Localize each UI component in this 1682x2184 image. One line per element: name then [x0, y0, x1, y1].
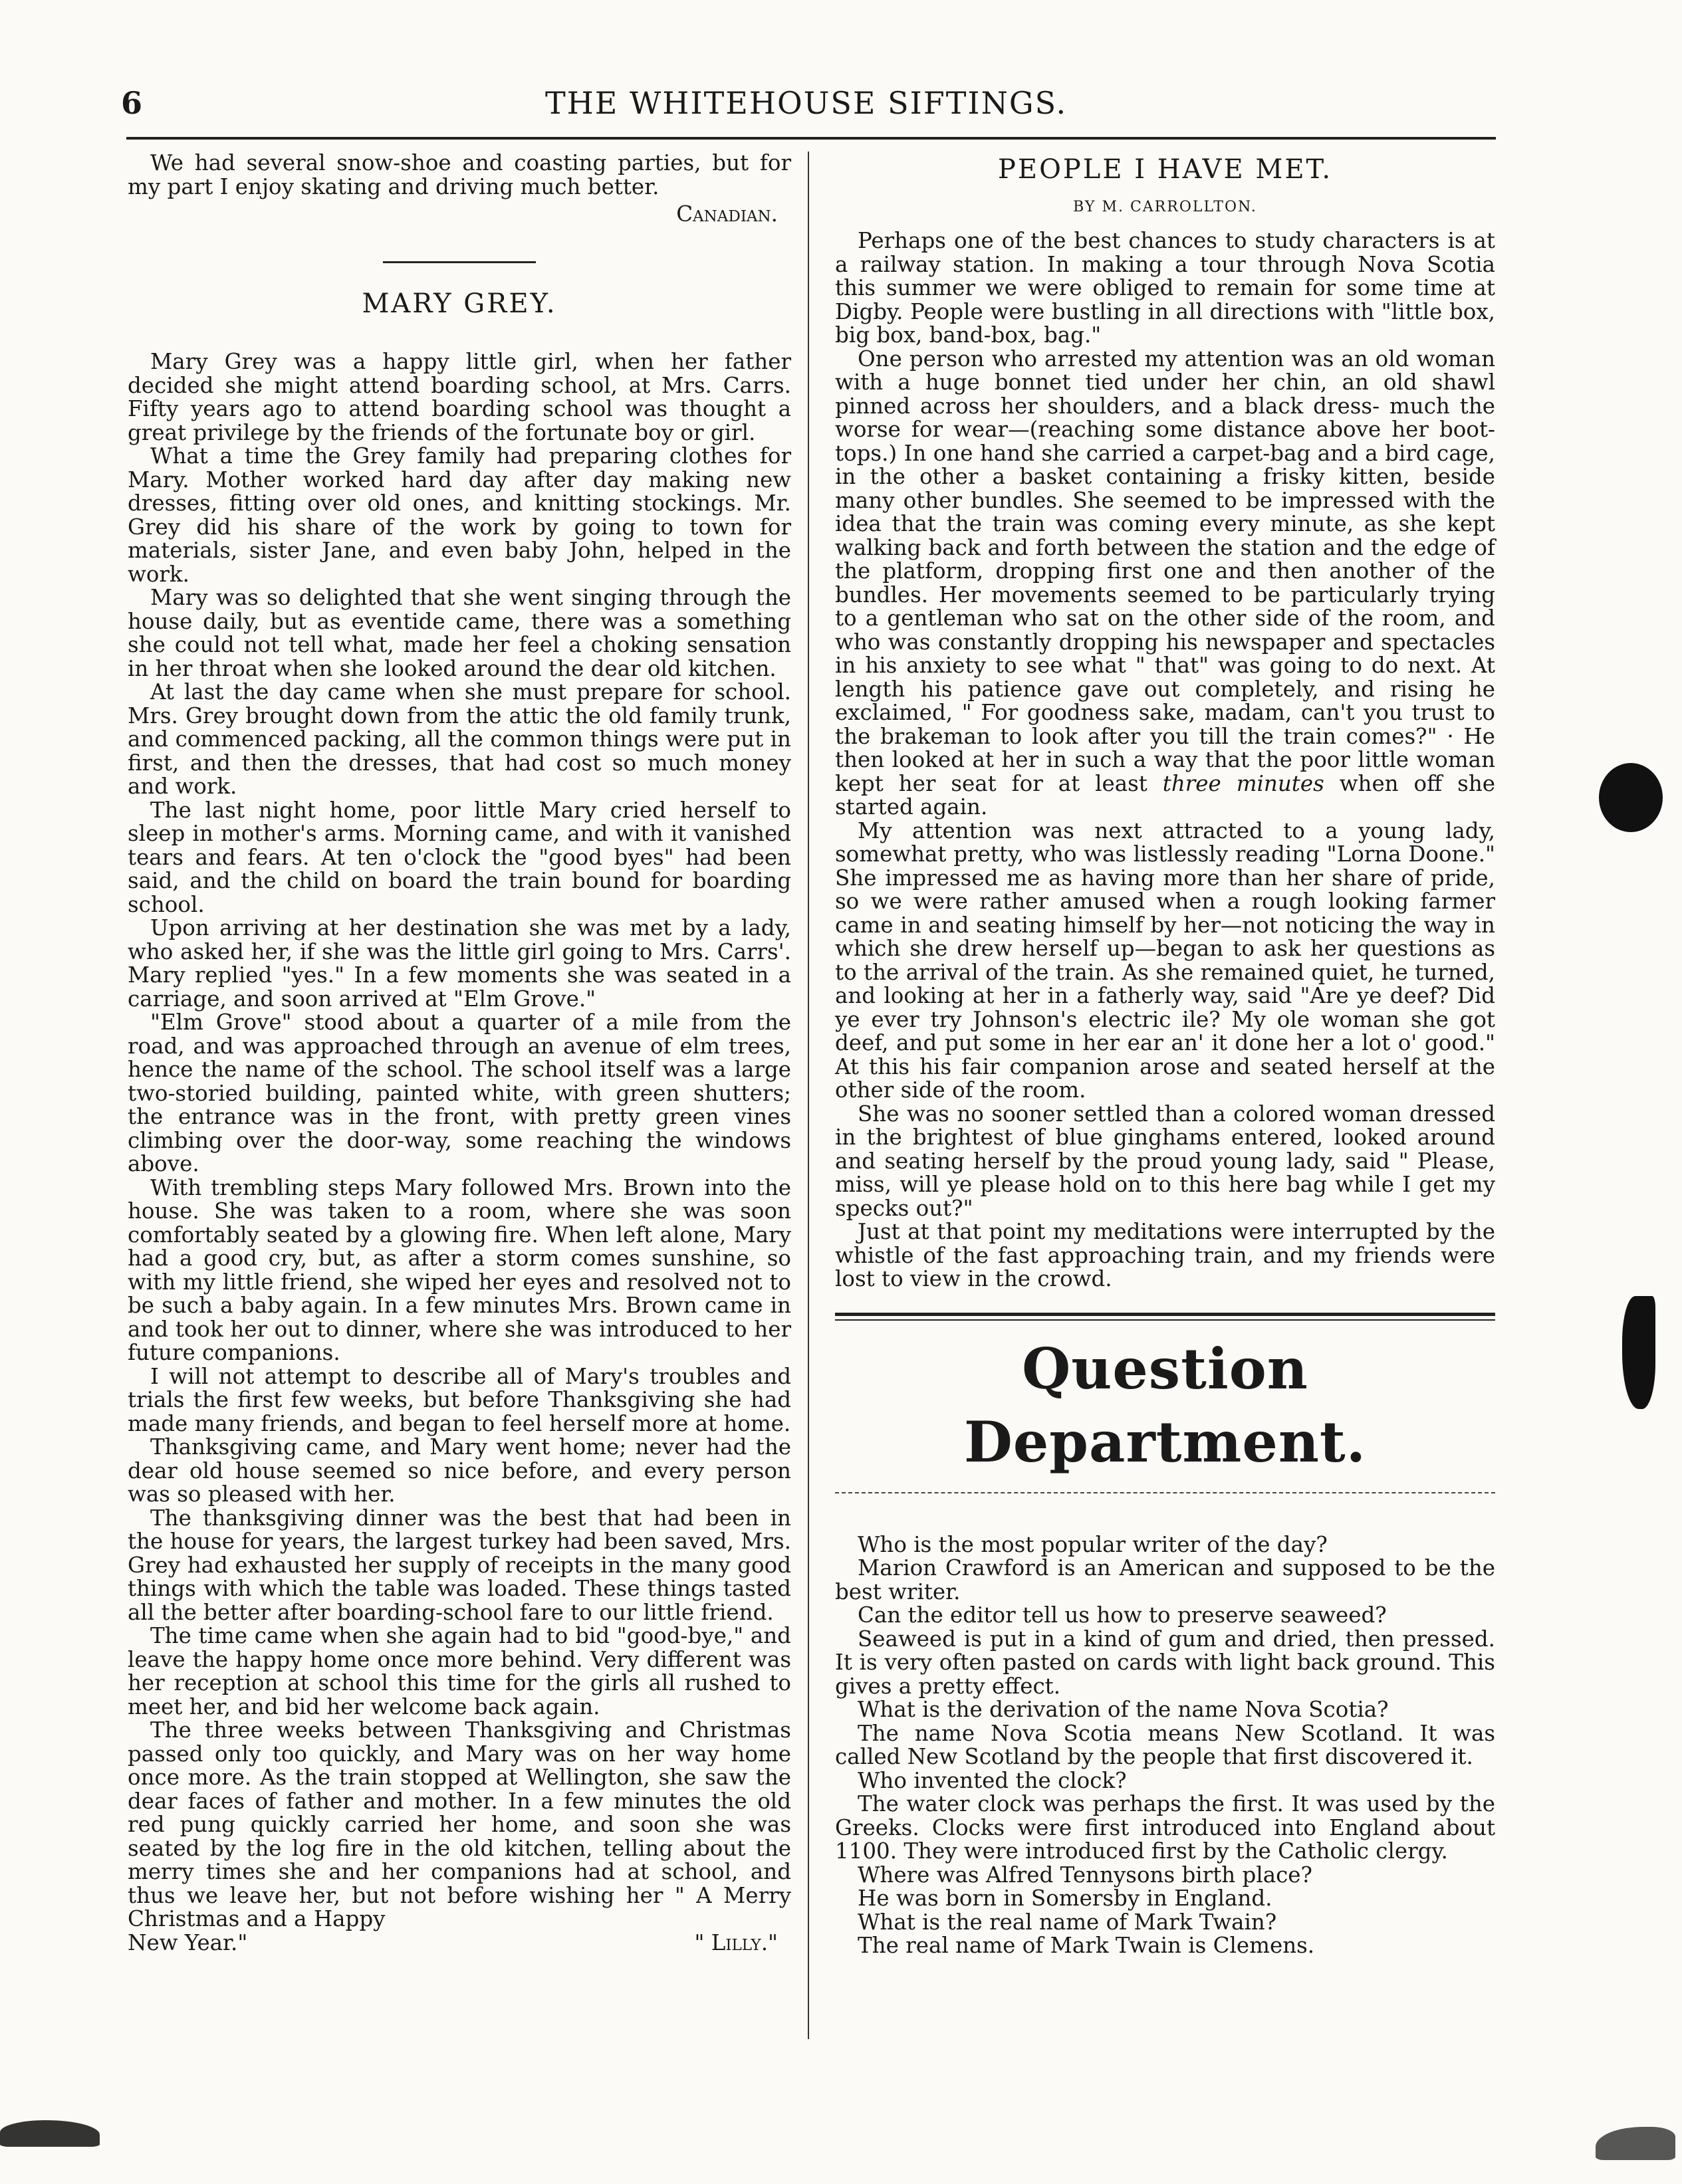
- article-paragraph: Perhaps one of the best chances to study characters is at a railway station. In making a tour through Nova Scotia this summer we were obliged to remain for some time at Digby. People were bustling in all directions with "little box, big box, band-box, bag.": [835, 228, 1495, 348]
- story-paragraph: I will not attempt to describe all of Mary's troubles and trials the first few weeks, but before Thanksgiving she had made many friends, and began to feel herself more at home.: [128, 1363, 791, 1436]
- qa-line: Who is the most popular writer of the day?: [858, 1531, 1328, 1557]
- page-number: 6: [121, 85, 143, 121]
- qa-line: Seaweed is put in a kind of gum and dried, then pressed. It is very often pasted on cards with light back ground. This gives a pretty effect.: [835, 1626, 1495, 1699]
- closing-signature: " Lilly.": [694, 1929, 778, 1955]
- left-column: [128, 152, 791, 1955]
- right-column: [835, 152, 1495, 1958]
- qa-line: The water clock was perhaps the first. It was used by the Greeks. Clocks were first introduced into England about 1100. They were introduced first by the Catholic clergy.: [835, 1791, 1495, 1864]
- story-paragraph: "Elm Grove" stood about a quarter of a mile from the road, and was approached through an avenue of elm trees, hence the name of the school. The school itself was a large two-storied building, painted white, with green shutters; the entrance was in the front, with pretty green vines climbing over the door-way, some reaching the windows above.: [128, 1010, 791, 1176]
- qa-line: Marion Crawford is an American and supposed to be the best writer.: [835, 1555, 1495, 1604]
- story-paragraph: The three weeks between Thanksgiving and Christmas passed only too quickly, and Mary was on her way home once more. As the train stopped at Wellington, she saw the dear faces of father and mother. In a few minutes the old red pung quickly carried her home, and soon she was seated by the log fire in the old kitchen, telling about the merry times she and her companions had at school, and thus we leave her, but not before wishing her " A Merry Christmas and a Happy: [128, 1717, 791, 1931]
- story-paragraph: At last the day came when she must prepare for school. Mrs. Grey brought down from the attic the old family trunk, and commenced packing, all the common things were put in first, and then the dresses, that had cost so much money and work.: [128, 679, 791, 799]
- article-title: PEOPLE I HAVE MET.: [997, 154, 1333, 185]
- story-paragraph: Thanksgiving came, and Mary went home; never had the dear old house seemed so nice before, and every person was so pleased with her.: [128, 1434, 791, 1507]
- story-paragraph: Upon arriving at her destination she was met by a lady, who asked her, if she was the little girl going to Mrs. Carrs'. Mary replied "yes." In a few moments she was seated in a carriage, and soon arrived at "Elm Grove.": [128, 915, 791, 1012]
- story-title: MARY GREY.: [362, 288, 557, 319]
- qa-line: The name Nova Scotia means New Scotland. It was called New Scotland by the people that first discovered it.: [835, 1720, 1495, 1769]
- qa-line: The real name of Mark Twain is Clemens.: [858, 1933, 1315, 1958]
- article-paragraph: My attention was next attracted to a young lady, somewhat pretty, who was listlessly reading "Lorna Doone." She impressed me as having more than her share of pride, so we were rather amused when a rough looking farmer came in and seating himself by her—not noticing the way in which she drew herself up—began to ask her questions as to the arrival of the train. As she remained quiet, he turned, and looking at her in a fatherly way, said "Are ye deef? Did ye ever try Johnson's electric ile? My ole woman she got deef, and put some in her ear an' it done her a lot o' good." At this his fair companion arose and seated herself at the other side of the room.: [835, 818, 1495, 1103]
- intro-paragraph: We had several snow-shoe and coasting parties, but for my part I enjoy skating and driving much better.: [128, 150, 791, 199]
- story-paragraph: What a time the Grey family had preparing clothes for Mary. Mother worked hard day after day making new dresses, fitting over old ones, and knitting stockings. Mr. Grey did his share of the work by going to town for materials, sister Jane, and even baby John, helped in the work.: [128, 443, 791, 587]
- qa-line: Who invented the clock?: [858, 1767, 1127, 1793]
- scan-smudge: [0, 2120, 100, 2147]
- story-closing: [128, 1931, 791, 1955]
- scan-smudge: [1596, 2127, 1675, 2160]
- article-italic-phrase: three minutes: [1162, 770, 1324, 796]
- story-paragraph: The thanksgiving dinner was the best that had been in the house for years, the largest turkey had been saved, Mrs. Grey had exhausted her supply of receipts in the many good things with which the table was loaded. These things tasted all the better after boarding-school fare to our little friend.: [128, 1505, 791, 1625]
- masthead-title: THE WHITEHOUSE SIFTINGS.: [545, 85, 1068, 121]
- closing-line: New Year.": [128, 1929, 248, 1955]
- masthead-rule: [126, 137, 1496, 140]
- column-divider: [808, 152, 809, 2039]
- intro-signature: Canadian.: [676, 201, 778, 227]
- qa-line: What is the real name of Mark Twain?: [858, 1909, 1277, 1935]
- article-paragraph: [835, 348, 1495, 819]
- story-paragraph: The last night home, poor little Mary cried herself to sleep in mother's arms. Morning came, and with it vanished tears and fears. At ten o'clock the "good byes" had been said, and the child on board the train bound for boarding school.: [128, 797, 791, 917]
- article-paragraph-end: when off she started again.: [835, 770, 1495, 819]
- section-double-rule: [835, 1313, 1495, 1321]
- question-department-title: Question Department.: [964, 1335, 1366, 1475]
- qa-line: Where was Alfred Tennysons birth place?: [858, 1862, 1312, 1888]
- article-byline: BY M. CARROLLTON.: [1073, 198, 1257, 215]
- story-paragraph: The time came when she again had to bid "good-bye," and leave the happy home once more behind. Very different was her reception at school this time for the girls all rushed to meet her, and bid her welcome back again.: [128, 1623, 791, 1719]
- ink-blot: [1599, 763, 1663, 832]
- story-paragraph: Mary Grey was a happy little girl, when her father decided she might attend boarding school, at Mrs. Carrs. Fifty years ago to attend boarding school was thought a great privilege by the friends of the fortunate boy or girl.: [128, 349, 791, 445]
- story-paragraph: With trembling steps Mary followed Mrs. Brown into the house. She was taken to a room, where she was soon comfortably seated by a glowing fire. When left alone, Mary had a good cry, but, as after a storm comes sunshine, so with my little friend, she wiped her eyes and resolved not to be such a baby again. In a few minutes Mrs. Brown came in and took her out to dinner, where she was introduced to her future companions.: [128, 1174, 791, 1365]
- section-thin-rule: [835, 1492, 1495, 1493]
- qa-line: He was born in Somersby in England.: [858, 1886, 1272, 1911]
- section-divider: [383, 261, 536, 263]
- article-paragraph-text: One person who arrested my attention was an old woman with a huge bonnet tied under her chin, an old shawl pinned across her shoulders, and a black dress- much the worse for wear—(reaching some distance above her boot-tops.) In one hand she carried a carpet-bag and a bird cage, in the other a basket containing a frisky kitten, beside many other bundles. She seemed to be impressed with the idea that the train was coming every minute, as she kept walking back and forth between the station and the edge of the platform, dropping first one and then another of the bundles. Her movements seemed to be particularly trying to a gentleman who sat on the other side of the room, and who was constantly dropping his newspaper and spectacles in his anxiety to see what " that" was going to do next. At length his patience gave out completely, and rising he exclaimed, " For goodness sake, madam, can't you trust to the brakeman to look after you till the train comes?" · He then looked at her in such a way that the poor little woman kept her seat for at least: [835, 346, 1495, 796]
- article-paragraph: She was no sooner settled than a colored woman dressed in the brightest of blue ginghams entered, looked around and seating herself by the proud young lady, said " Please, miss, will ye please hold on to this here bag while I get my specks out?": [835, 1101, 1495, 1221]
- article-paragraph: Just at that point my meditations were interrupted by the whistle of the fast approaching train, and my friends were lost to view in the crowd.: [835, 1219, 1495, 1291]
- qa-line: What is the derivation of the name Nova Scotia?: [858, 1697, 1389, 1722]
- story-paragraph: Mary was so delighted that she went singing through the house daily, but as eventide came, there was a something she could not tell what, made her feel a choking sensation in her throat when she looked around the dear old kitchen.: [128, 585, 791, 681]
- qa-line: Can the editor tell us how to preserve seaweed?: [858, 1602, 1387, 1628]
- binding-smudge: [1622, 1296, 1655, 1409]
